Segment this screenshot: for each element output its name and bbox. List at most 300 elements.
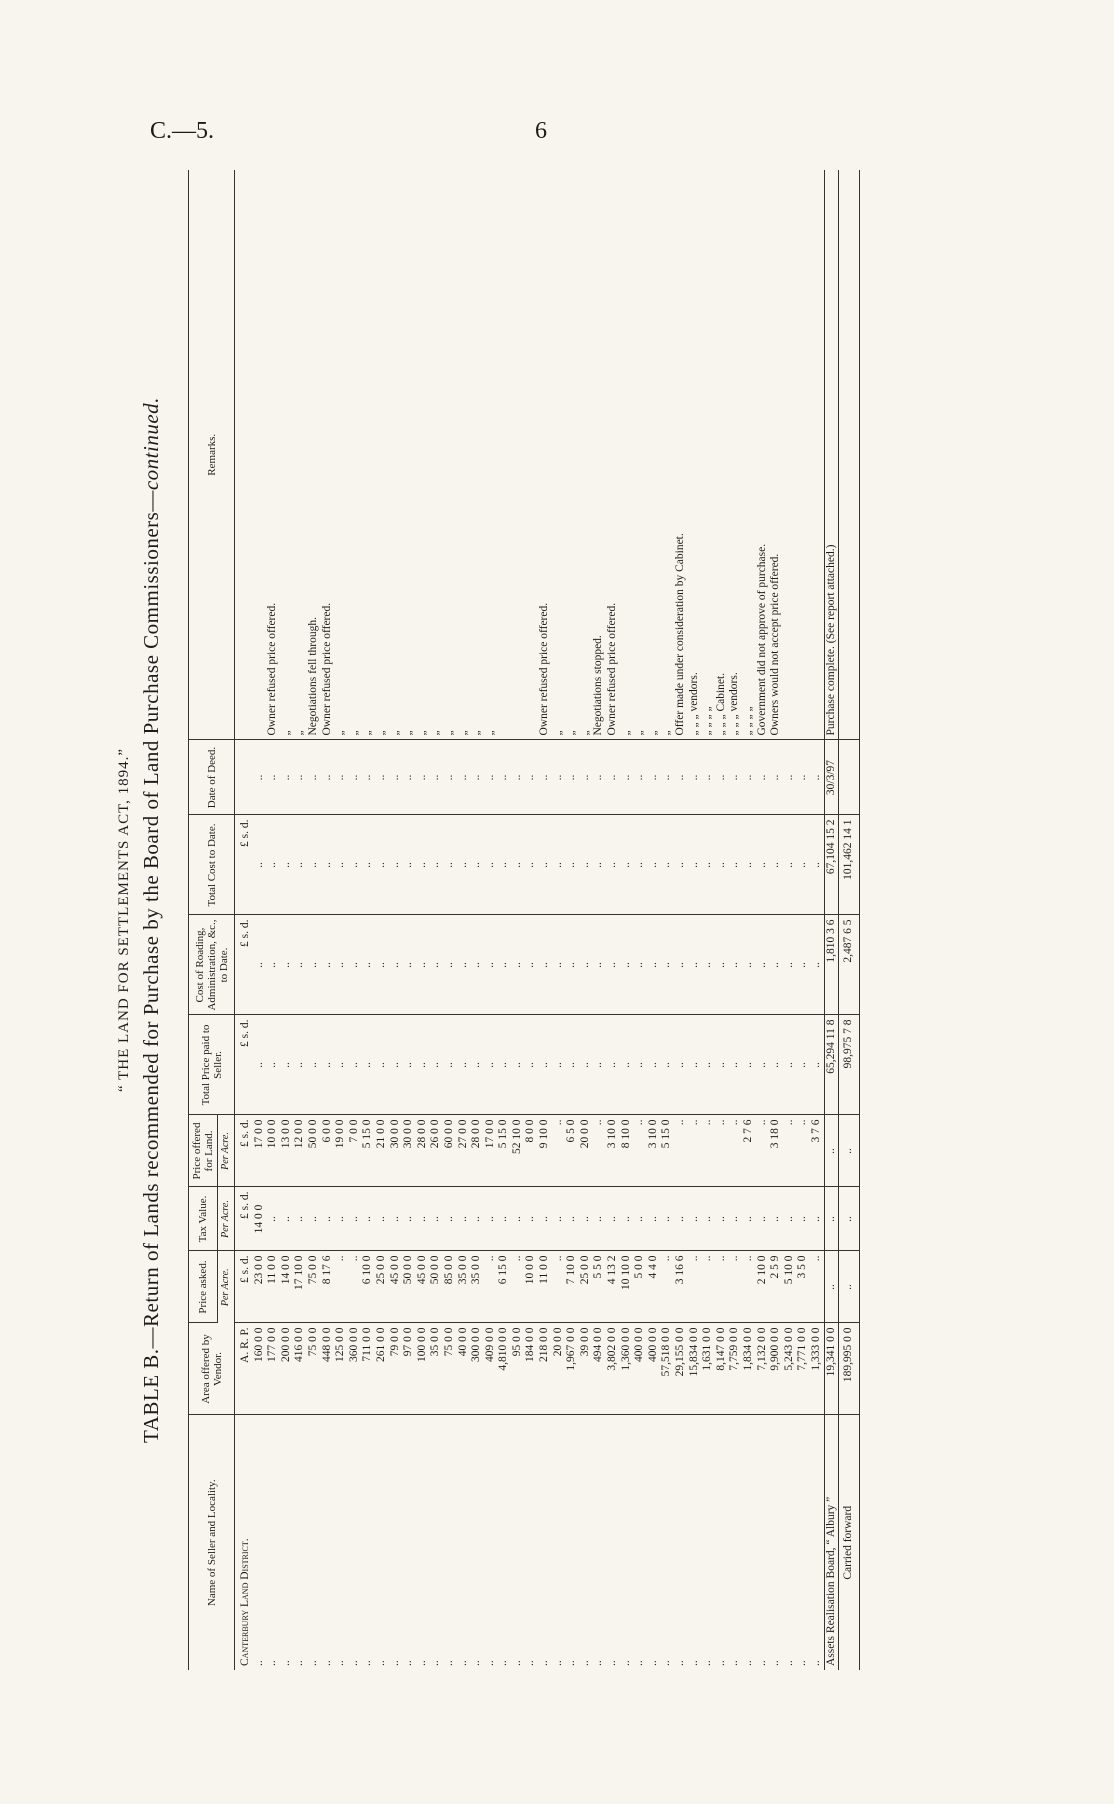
seller-cell: ..: [524, 1660, 537, 1666]
cost-roading-cell: ..: [416, 915, 430, 1015]
total-cost-cell: ..: [783, 815, 797, 915]
table-row: [633, 170, 647, 1670]
remarks-cell: Owners would not accept price offered.: [769, 170, 783, 740]
tax-value-cell: ..: [348, 1187, 362, 1251]
remarks-cell: „: [389, 170, 403, 740]
remarks-cell: „: [443, 170, 457, 740]
price-offered-cell: 30 0 0: [389, 1115, 403, 1187]
cost-roading-cell: ..: [660, 915, 674, 1015]
price-asked-cell: 5 5 0: [592, 1251, 606, 1323]
price-offered-cell: 20 0 0: [579, 1115, 593, 1187]
price-asked-cell: 25 0 0: [579, 1251, 593, 1323]
area-cell: 1,967 0 0: [565, 1323, 579, 1415]
area-cell: 416 0 0: [293, 1323, 307, 1415]
carried-name: Carried forward: [839, 1415, 860, 1670]
tax-value-cell: ..: [511, 1187, 525, 1251]
area-cell: 100 0 0: [416, 1323, 430, 1415]
remarks-cell: „: [375, 170, 389, 740]
table-row: [348, 170, 362, 1670]
date-deed-cell: ..: [565, 740, 579, 815]
total-cost-cell: ..: [810, 815, 824, 915]
total-cost-cell: ..: [796, 815, 810, 915]
price-offered-cell: 19 0 0: [334, 1115, 348, 1187]
date-deed-cell: ..: [796, 740, 810, 815]
date-deed-cell: ..: [810, 740, 824, 815]
tax-value-cell: ..: [688, 1187, 702, 1251]
albury-total-price: 65,294 11 8: [824, 1015, 839, 1115]
total-price-cell: ..: [565, 1015, 579, 1115]
price-asked-cell: 45 0 0: [416, 1251, 430, 1323]
total-cost-cell: ..: [538, 815, 552, 915]
total-price-cell: ..: [334, 1015, 348, 1115]
cost-roading-cell: ..: [497, 915, 511, 1015]
total-cost-cell: ..: [429, 815, 443, 915]
price-offered-cell: ..: [701, 1115, 715, 1187]
remarks-cell: „: [579, 170, 593, 740]
total-price-cell: ..: [769, 1015, 783, 1115]
date-deed-cell: ..: [402, 740, 416, 815]
total-price-cell: ..: [796, 1015, 810, 1115]
seller-cell: ..: [415, 1660, 428, 1666]
table-row: [674, 170, 688, 1670]
unit-area: A. R. P.: [235, 1323, 253, 1415]
table-row: [620, 170, 634, 1670]
remarks-cell: „: [293, 170, 307, 740]
price-offered-cell: ..: [592, 1115, 606, 1187]
total-price-cell: ..: [429, 1015, 443, 1115]
remarks-cell: „: [334, 170, 348, 740]
date-deed-cell: ..: [253, 740, 267, 815]
seller-cell: ..: [306, 1660, 319, 1666]
cost-roading-cell: ..: [402, 915, 416, 1015]
area-cell: 261 0 0: [375, 1323, 389, 1415]
area-cell: 40 0 0: [457, 1323, 471, 1415]
date-deed-cell: ..: [579, 740, 593, 815]
price-asked-cell: 6 10 0: [361, 1251, 375, 1323]
table-row: [579, 170, 593, 1670]
table-row: [470, 170, 484, 1670]
remarks-cell: „: [361, 170, 375, 740]
unit-total-cost: £ s. d.: [235, 815, 253, 915]
price-asked-cell: ..: [715, 1251, 729, 1323]
table-footer-rows: [824, 170, 859, 1670]
total-price-cell: ..: [674, 1015, 688, 1115]
price-asked-cell: 85 0 0: [443, 1251, 457, 1323]
remarks-cell: Government did not approve of purchase.: [756, 170, 770, 740]
total-cost-cell: ..: [253, 815, 267, 915]
date-deed-cell: ..: [348, 740, 362, 815]
carried-area: 189,995 0 0: [839, 1323, 860, 1415]
table-row: [552, 170, 566, 1670]
remarks-cell: Offer made under consideration by Cabinet.: [674, 170, 688, 740]
seller-cell: ..: [470, 1660, 483, 1666]
total-price-cell: ..: [524, 1015, 538, 1115]
total-price-cell: ..: [606, 1015, 620, 1115]
remarks-cell: Owner refused price offered.: [606, 170, 620, 740]
seller-cell: ..: [510, 1660, 523, 1666]
area-cell: 95 0 0: [511, 1323, 525, 1415]
remarks-cell: [497, 170, 511, 740]
date-deed-cell: ..: [457, 740, 471, 815]
date-deed-cell: ..: [620, 740, 634, 815]
total-cost-cell: ..: [470, 815, 484, 915]
tax-value-cell: ..: [293, 1187, 307, 1251]
date-deed-cell: ..: [742, 740, 756, 815]
price-asked-cell: 14 0 0: [280, 1251, 294, 1323]
remarks-cell: Owner refused price offered.: [538, 170, 552, 740]
price-offered-cell: 5 15 0: [660, 1115, 674, 1187]
area-cell: 7,132 0 0: [756, 1323, 770, 1415]
cost-roading-cell: ..: [810, 915, 824, 1015]
document-reference: C.—5.: [150, 118, 215, 144]
total-price-cell: ..: [389, 1015, 403, 1115]
cost-roading-cell: ..: [280, 915, 294, 1015]
seller-cell: ..: [266, 1660, 279, 1666]
date-deed-cell: ..: [484, 740, 498, 815]
act-title: “ THE LAND FOR SETTLEMENTS ACT, 1894.”: [116, 747, 132, 1093]
tax-value-cell: ..: [701, 1187, 715, 1251]
price-offered-cell: 6 5 0: [565, 1115, 579, 1187]
area-cell: 9,900 0 0: [769, 1323, 783, 1415]
area-cell: 3,802 0 0: [606, 1323, 620, 1415]
total-price-cell: ..: [688, 1015, 702, 1115]
price-offered-cell: 60 0 0: [443, 1115, 457, 1187]
albury-offered: ..: [824, 1115, 839, 1187]
remarks-cell: [796, 170, 810, 740]
price-offered-cell: ..: [728, 1115, 742, 1187]
remarks-cell: „: [416, 170, 430, 740]
tax-value-cell: ..: [620, 1187, 634, 1251]
area-cell: 218 0 0: [538, 1323, 552, 1415]
area-cell: 20 0 0: [552, 1323, 566, 1415]
seller-cell: ..: [361, 1660, 374, 1666]
col-tax-value-per-acre: Per Acre.: [218, 1187, 235, 1251]
tax-value-cell: ..: [660, 1187, 674, 1251]
cost-roading-cell: ..: [307, 915, 321, 1015]
total-cost-cell: ..: [416, 815, 430, 915]
total-price-cell: ..: [361, 1015, 375, 1115]
total-price-cell: ..: [484, 1015, 498, 1115]
cost-roading-cell: ..: [647, 915, 661, 1015]
return-of-lands-table: [188, 170, 860, 1670]
total-cost-cell: ..: [579, 815, 593, 915]
total-price-cell: ..: [402, 1015, 416, 1115]
date-deed-cell: ..: [701, 740, 715, 815]
date-deed-cell: ..: [416, 740, 430, 815]
unit-total-price: £ s. d.: [235, 1015, 253, 1115]
tax-value-cell: ..: [606, 1187, 620, 1251]
tax-value-cell: ..: [538, 1187, 552, 1251]
seller-cell: ..: [578, 1660, 591, 1666]
price-offered-cell: ..: [756, 1115, 770, 1187]
price-offered-cell: 21 0 0: [375, 1115, 389, 1187]
rotated-table-page: [114, 170, 974, 1670]
total-cost-cell: ..: [606, 815, 620, 915]
remarks-cell: „ „ „ „: [742, 170, 756, 740]
cost-roading-cell: ..: [620, 915, 634, 1015]
table-row: [647, 170, 661, 1670]
area-cell: 200 0 0: [280, 1323, 294, 1415]
seller-cell: ..: [606, 1660, 619, 1666]
price-asked-cell: 3 5 0: [796, 1251, 810, 1323]
col-remarks: Remarks.: [189, 170, 235, 740]
cost-roading-cell: ..: [511, 915, 525, 1015]
cost-roading-cell: ..: [266, 915, 280, 1015]
price-asked-cell: 10 0 0: [524, 1251, 538, 1323]
price-offered-cell: 12 0 0: [293, 1115, 307, 1187]
seller-cell: ..: [687, 1660, 700, 1666]
area-cell: 409 0 0: [484, 1323, 498, 1415]
area-cell: 75 0 0: [443, 1323, 457, 1415]
tax-value-cell: ..: [443, 1187, 457, 1251]
title-block: [114, 170, 172, 1670]
date-deed-cell: ..: [660, 740, 674, 815]
area-cell: 35 0 0: [429, 1323, 443, 1415]
date-deed-cell: ..: [769, 740, 783, 815]
tax-value-cell: ..: [280, 1187, 294, 1251]
date-deed-cell: ..: [280, 740, 294, 815]
tax-value-cell: ..: [796, 1187, 810, 1251]
col-price-offered: Price offered for Land.: [189, 1115, 218, 1187]
area-cell: 57,518 0 0: [660, 1323, 674, 1415]
area-cell: 39 0 0: [579, 1323, 593, 1415]
area-cell: 8,147 0 0: [715, 1323, 729, 1415]
seller-cell: ..: [538, 1660, 551, 1666]
price-offered-cell: 3 18 0: [769, 1115, 783, 1187]
area-cell: 360 0 0: [348, 1323, 362, 1415]
price-asked-cell: 2 5 9: [769, 1251, 783, 1323]
total-cost-cell: ..: [497, 815, 511, 915]
price-offered-cell: 13 0 0: [280, 1115, 294, 1187]
table-row: [660, 170, 674, 1670]
date-deed-cell: ..: [756, 740, 770, 815]
tax-value-cell: ..: [742, 1187, 756, 1251]
area-cell: 15,834 0 0: [688, 1323, 702, 1415]
area-cell: 184 0 0: [524, 1323, 538, 1415]
total-price-cell: ..: [552, 1015, 566, 1115]
seller-cell: ..: [402, 1660, 415, 1666]
total-cost-cell: ..: [674, 815, 688, 915]
seller-cell: ..: [347, 1660, 360, 1666]
cost-roading-cell: ..: [334, 915, 348, 1015]
area-cell: 177 0 0: [266, 1323, 280, 1415]
cost-roading-cell: ..: [321, 915, 335, 1015]
price-asked-cell: 25 0 0: [375, 1251, 389, 1323]
price-offered-cell: 50 0 0: [307, 1115, 321, 1187]
table-row: [361, 170, 375, 1670]
cost-roading-cell: ..: [592, 915, 606, 1015]
price-asked-cell: 4 4 0: [647, 1251, 661, 1323]
area-cell: 7,759 0 0: [728, 1323, 742, 1415]
albury-total-cost: 67,104 15 2: [824, 815, 839, 915]
tax-value-cell: ..: [552, 1187, 566, 1251]
cost-roading-cell: ..: [484, 915, 498, 1015]
area-cell: 125 0 0: [334, 1323, 348, 1415]
total-price-cell: ..: [756, 1015, 770, 1115]
remarks-cell: „: [348, 170, 362, 740]
total-cost-cell: ..: [742, 815, 756, 915]
area-cell: 160 0 0: [253, 1323, 267, 1415]
price-asked-cell: ..: [728, 1251, 742, 1323]
seller-cell: ..: [374, 1660, 387, 1666]
col-cost-roading: Cost of Roading, Administration, &c., to Date.: [189, 915, 235, 1015]
date-deed-cell: ..: [524, 740, 538, 815]
date-deed-cell: ..: [293, 740, 307, 815]
total-cost-cell: ..: [375, 815, 389, 915]
albury-cost-roading: 1,810 3 6: [824, 915, 839, 1015]
tax-value-cell: ..: [783, 1187, 797, 1251]
tax-value-cell: ..: [484, 1187, 498, 1251]
total-price-cell: ..: [321, 1015, 335, 1115]
price-asked-cell: 17 10 0: [293, 1251, 307, 1323]
cost-roading-cell: ..: [742, 915, 756, 1015]
area-cell: 7,771 0 0: [796, 1323, 810, 1415]
cost-roading-cell: ..: [253, 915, 267, 1015]
price-offered-cell: 52 10 0: [511, 1115, 525, 1187]
cost-roading-cell: ..: [538, 915, 552, 1015]
table-row: [334, 170, 348, 1670]
date-deed-cell: ..: [389, 740, 403, 815]
cost-roading-cell: ..: [293, 915, 307, 1015]
table-row: [253, 170, 267, 1670]
total-cost-cell: ..: [443, 815, 457, 915]
cost-roading-cell: ..: [443, 915, 457, 1015]
seller-cell: ..: [252, 1660, 265, 1666]
table-row: [565, 170, 579, 1670]
area-cell: 97 0 0: [402, 1323, 416, 1415]
price-offered-cell: 7 0 0: [348, 1115, 362, 1187]
units-row: [235, 170, 253, 1670]
remarks-cell: [511, 170, 525, 740]
remarks-cell: „: [633, 170, 647, 740]
carried-date-deed: [839, 740, 860, 815]
date-deed-cell: ..: [783, 740, 797, 815]
albury-name: Assets Realisation Board, “ Albury ”: [824, 1415, 839, 1670]
remarks-cell: „: [402, 170, 416, 740]
remarks-cell: „: [280, 170, 294, 740]
total-cost-cell: ..: [457, 815, 471, 915]
date-deed-cell: ..: [375, 740, 389, 815]
total-cost-cell: ..: [348, 815, 362, 915]
cost-roading-cell: ..: [756, 915, 770, 1015]
total-cost-cell: ..: [620, 815, 634, 915]
carried-cost-roading: 2,487 6 5: [839, 915, 860, 1015]
price-asked-cell: ..: [660, 1251, 674, 1323]
area-cell: 1,631 0 0: [701, 1323, 715, 1415]
remarks-cell: „: [457, 170, 471, 740]
seller-cell: ..: [429, 1660, 442, 1666]
remarks-cell: „ „ „ „: [701, 170, 715, 740]
remarks-cell: Negotiations fell through.: [307, 170, 321, 740]
total-cost-cell: ..: [715, 815, 729, 915]
unit-date: [235, 740, 253, 815]
remarks-cell: Owner refused price offered.: [321, 170, 335, 740]
col-price-asked: Price asked.: [189, 1251, 218, 1323]
total-price-cell: ..: [742, 1015, 756, 1115]
table-row: [538, 170, 552, 1670]
price-offered-cell: 8 0 0: [524, 1115, 538, 1187]
seller-cell: ..: [728, 1660, 741, 1666]
seller-cell: ..: [592, 1660, 605, 1666]
total-price-cell: ..: [280, 1015, 294, 1115]
remarks-cell: Owner refused price offered.: [266, 170, 280, 740]
tax-value-cell: ..: [565, 1187, 579, 1251]
carried-offered: ..: [839, 1115, 860, 1187]
date-deed-cell: ..: [633, 740, 647, 815]
seller-cell: ..: [769, 1660, 782, 1666]
page-number: 6: [535, 118, 547, 144]
table-row: [375, 170, 389, 1670]
unit-remarks: [235, 170, 253, 740]
date-deed-cell: ..: [511, 740, 525, 815]
col-total-cost: Total Cost to Date.: [189, 815, 235, 915]
price-asked-cell: 50 0 0: [429, 1251, 443, 1323]
price-asked-cell: ..: [810, 1251, 824, 1323]
area-cell: 711 0 0: [361, 1323, 375, 1415]
remarks-cell: [524, 170, 538, 740]
table-row: [443, 170, 457, 1670]
albury-tax: ..: [824, 1187, 839, 1251]
tax-value-cell: ..: [715, 1187, 729, 1251]
table-row: [715, 170, 729, 1670]
cost-roading-cell: ..: [728, 915, 742, 1015]
carried-remarks: [839, 170, 860, 740]
total-cost-cell: ..: [565, 815, 579, 915]
date-deed-cell: ..: [361, 740, 375, 815]
price-asked-cell: ..: [348, 1251, 362, 1323]
price-offered-cell: 5 15 0: [497, 1115, 511, 1187]
total-price-cell: ..: [538, 1015, 552, 1115]
price-offered-cell: 26 0 0: [429, 1115, 443, 1187]
remarks-cell: „ „ „ Cabinet.: [715, 170, 729, 740]
date-deed-cell: ..: [688, 740, 702, 815]
price-asked-cell: ..: [688, 1251, 702, 1323]
price-offered-cell: 8 10 0: [620, 1115, 634, 1187]
remarks-cell: „: [620, 170, 634, 740]
price-asked-cell: 2 10 0: [756, 1251, 770, 1323]
unit-tax: £ s. d.: [235, 1187, 253, 1251]
total-price-cell: ..: [375, 1015, 389, 1115]
total-cost-cell: ..: [660, 815, 674, 915]
total-cost-cell: ..: [633, 815, 647, 915]
table-row: [266, 170, 280, 1670]
seller-cell: ..: [551, 1660, 564, 1666]
table-row: [321, 170, 335, 1670]
albury-asked: ..: [824, 1251, 839, 1323]
tax-value-cell: ..: [470, 1187, 484, 1251]
seller-cell: ..: [782, 1660, 795, 1666]
table-row: [389, 170, 403, 1670]
tax-value-cell: ..: [457, 1187, 471, 1251]
header-row: [189, 170, 218, 1670]
seller-cell: ..: [442, 1660, 455, 1666]
total-price-cell: ..: [810, 1015, 824, 1115]
remarks-cell: [810, 170, 824, 740]
remarks-cell: [783, 170, 797, 740]
area-cell: 1,834 0 0: [742, 1323, 756, 1415]
seller-cell: ..: [293, 1660, 306, 1666]
date-deed-cell: ..: [497, 740, 511, 815]
seller-cell: ..: [701, 1660, 714, 1666]
price-offered-cell: ..: [783, 1115, 797, 1187]
tax-value-cell: ..: [334, 1187, 348, 1251]
table-row: [592, 170, 606, 1670]
unit-cost-roading: £ s. d.: [235, 915, 253, 1015]
date-deed-cell: ..: [321, 740, 335, 815]
remarks-cell: „ „ „ vendors.: [688, 170, 702, 740]
price-asked-cell: 75 0 0: [307, 1251, 321, 1323]
total-price-cell: ..: [253, 1015, 267, 1115]
